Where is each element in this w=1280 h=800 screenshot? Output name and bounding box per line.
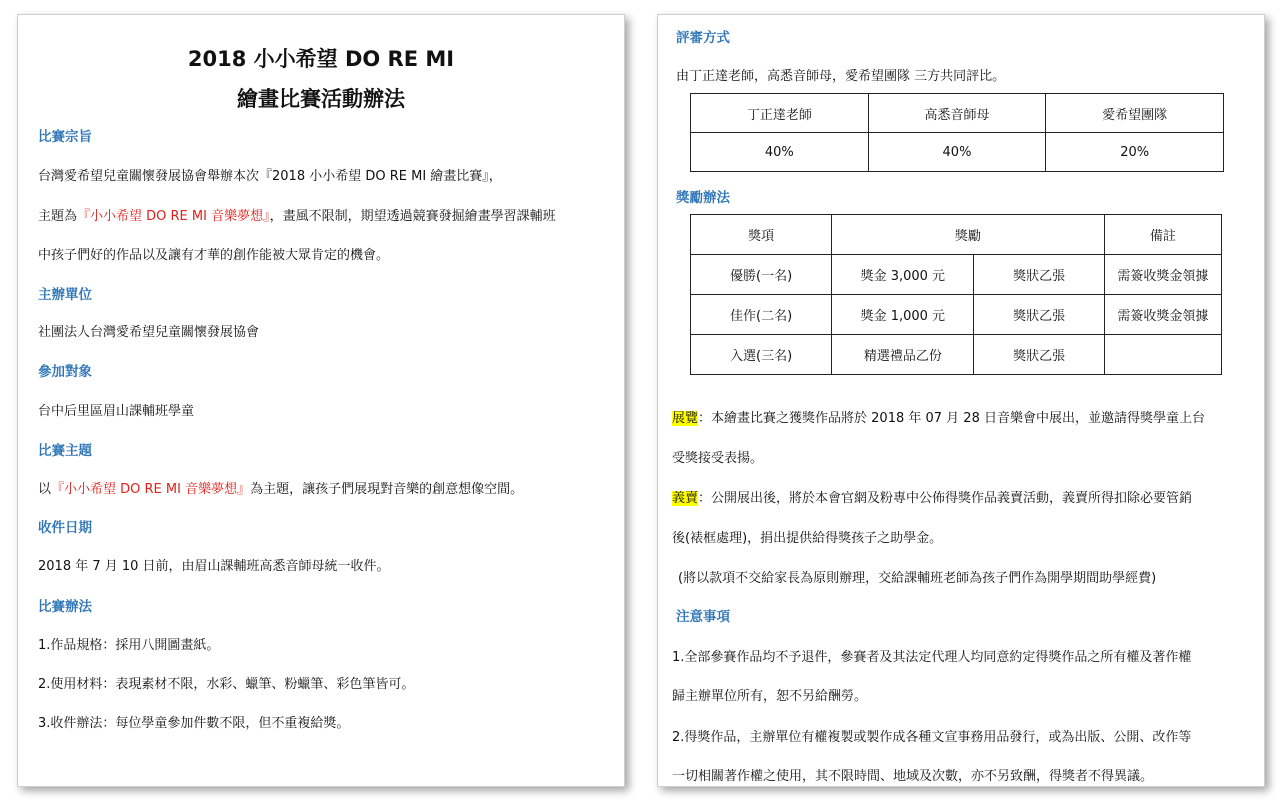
charity-line-2: 後(裱框處理)，捐出提供給得獎孩子之助學金。	[672, 531, 943, 546]
table-row	[691, 335, 1222, 375]
awards-table	[690, 214, 1222, 375]
rule-item: 2.使用材料：表現素材不限，水彩、蠟筆、粉蠟筆、彩色筆皆可。	[38, 677, 415, 692]
award-name-cell: 入選(三名)	[691, 335, 832, 375]
awards-header-cell: 獎勵	[832, 215, 1105, 255]
theme-prefix: 以	[38, 482, 52, 497]
awards-header-cell: 備註	[1104, 215, 1221, 255]
table-row	[691, 255, 1222, 295]
organizer-heading: 主辦單位	[38, 287, 92, 303]
award-prize-cell: 獎金 1,000 元	[832, 295, 974, 335]
award-certificate-cell: 獎狀乙張	[974, 295, 1104, 335]
judging-table	[690, 93, 1224, 172]
theme-suffix: 為主題，讓孩子們展現對音樂的創意想像空間。	[250, 482, 524, 497]
awards-heading: 獎勵辦法	[676, 190, 730, 206]
purpose-line-3: 中孩子們好的作品以及讓有才華的創作能被大眾肯定的機會。	[38, 248, 390, 263]
judging-heading: 評審方式	[676, 30, 730, 46]
table-row	[691, 295, 1222, 335]
judging-header-cell: 高悉音師母	[868, 94, 1046, 133]
exhibit-label: 展覽	[672, 411, 699, 426]
rule-item: 3.收件辦法：每位學童參加件數不限，但不重複給獎。	[38, 716, 350, 731]
charity-note: (將以款項不交給家長為原則辦理，交給課輔班老師為孩子們作為開學期間助學經費)	[678, 571, 1157, 586]
charity-line-1	[672, 487, 1192, 506]
theme-red-text: 『小小希望 DO RE MI 音樂夢想』	[51, 482, 251, 497]
award-name-cell: 佳作(二名)	[691, 295, 832, 335]
notes-heading: 注意事項	[676, 609, 730, 625]
exhibit-line-1	[672, 407, 1205, 426]
purpose-line-1: 台灣愛希望兒童關懷發展協會舉辦本次『2018 小小希望 DO RE MI 繪畫比賽』，	[38, 169, 502, 184]
notes-line-3: 2.得獎作品，主辦單位有權複製或製作成各種文宣事務用品發行，或為出版、公開、改作等	[672, 730, 1192, 745]
participants-text: 台中后里區眉山課輔班學童	[38, 404, 195, 419]
notes-line-1: 1.全部參賽作品均不予退件，參賽者及其法定代理人均同意約定得獎作品之所有權及著作權	[672, 650, 1192, 665]
award-note-cell: 需簽收獎金領據	[1104, 295, 1221, 335]
judging-text: 由丁正達老師，高悉音師母，愛希望團隊 三方共同評比。	[676, 69, 1006, 84]
organizer-text: 社團法人台灣愛希望兒童關懷發展協會	[38, 325, 260, 340]
judging-value-cell: 20%	[1046, 133, 1224, 172]
judging-header-cell: 愛希望團隊	[1046, 94, 1224, 133]
document-page-left	[17, 14, 625, 787]
rules-heading: 比賽辦法	[38, 599, 92, 615]
judging-value-cell: 40%	[691, 133, 869, 172]
purpose-line-2-prefix: 主題為	[38, 209, 78, 224]
exhibit-line-2: 受獎接受表揚。	[672, 451, 764, 466]
notes-line-2: 歸主辦單位所有，恕不另給酬勞。	[672, 689, 868, 704]
award-certificate-cell: 獎狀乙張	[974, 255, 1104, 295]
purpose-line-2	[38, 205, 556, 224]
title-line-2: 繪畫比賽活動辦法	[237, 87, 405, 111]
charity-text: ：公開展出後，將於本會官網及粉專中公佈得獎作品義賣活動，義賣所得扣除必要管銷	[698, 491, 1193, 506]
purpose-theme-text: 『小小希望 DO RE MI 音樂夢想』	[77, 209, 270, 224]
award-note-cell	[1104, 335, 1221, 375]
notes-line-4: 一切相關著作權之使用，其不限時間、地域及次數，亦不另致酬，得獎者不得異議。	[672, 769, 1154, 784]
award-prize-cell: 精選禮品乙份	[832, 335, 974, 375]
purpose-line-2-suffix: ，畫風不限制，期望透過競賽發掘繪畫學習課輔班	[269, 209, 556, 224]
participants-heading: 參加對象	[38, 364, 92, 380]
judging-value-cell: 40%	[868, 133, 1046, 172]
judging-header-cell: 丁正達老師	[691, 94, 869, 133]
rule-item: 1.作品規格：採用八開圖畫紙。	[38, 638, 220, 653]
award-note-cell: 需簽收獎金領據	[1104, 255, 1221, 295]
document-page-right	[657, 14, 1265, 787]
charity-label: 義賣	[672, 491, 699, 506]
title-line-1: 2018 小小希望 DO RE MI	[187, 47, 455, 71]
purpose-heading: 比賽宗旨	[38, 129, 92, 145]
award-name-cell: 優勝(一名)	[691, 255, 832, 295]
award-prize-cell: 獎金 3,000 元	[832, 255, 974, 295]
theme-heading: 比賽主題	[38, 443, 92, 459]
exhibit-text: ：本繪畫比賽之獲獎作品將於 2018 年 07 月 28 日音樂會中展出，並邀請得獎學童上台	[698, 411, 1205, 426]
deadline-text: 2018 年 7 月 10 日前，由眉山課輔班高悉音師母統一收件。	[38, 559, 390, 574]
theme-text	[38, 478, 523, 497]
awards-header-cell: 獎項	[691, 215, 832, 255]
award-certificate-cell: 獎狀乙張	[974, 335, 1104, 375]
deadline-heading: 收件日期	[38, 520, 92, 536]
